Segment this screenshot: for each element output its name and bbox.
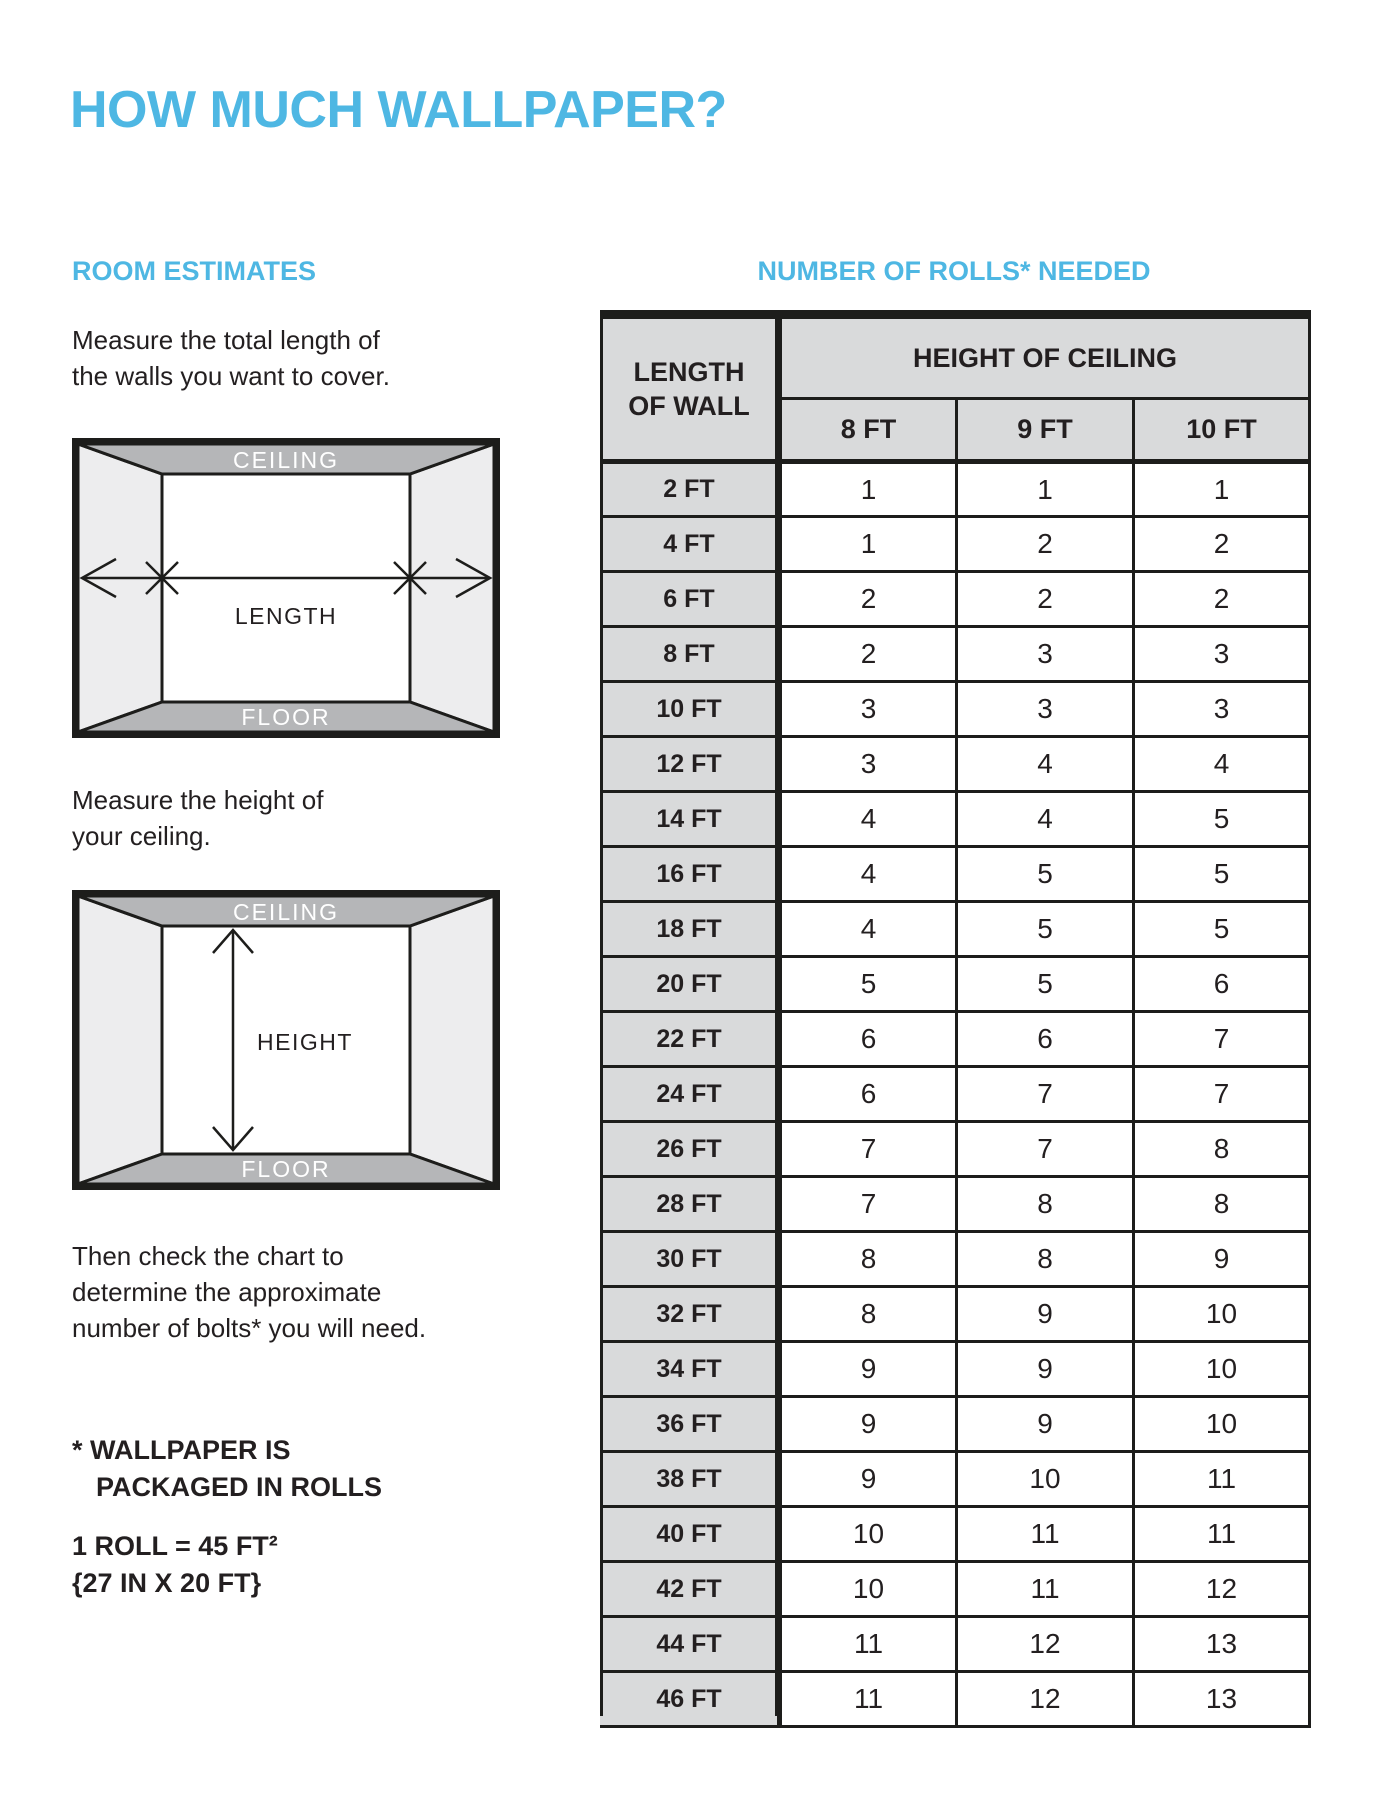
table-row [602,957,1310,1012]
cell-9ft: 5 [957,847,1134,902]
cell-9ft: 5 [957,957,1134,1012]
cell-8ft: 10 [779,1562,957,1617]
cell-9ft: 11 [957,1507,1134,1562]
cell-10ft: 11 [1134,1507,1310,1562]
cell-10ft: 6 [1134,957,1310,1012]
row-label: 40 FT [602,1507,779,1562]
roll-dimensions-line: {27 IN X 20 FT} [72,1568,262,1598]
cell-9ft: 9 [957,1342,1134,1397]
row-label: 4 FT [602,517,779,572]
table-row [602,792,1310,847]
cell-10ft: 12 [1134,1562,1310,1617]
table-row [602,1067,1310,1122]
header-line: LENGTH [633,357,745,387]
length-of-wall-header [602,315,779,462]
cell-10ft: 5 [1134,792,1310,847]
cell-8ft: 1 [779,462,957,517]
table-row [602,1012,1310,1067]
row-label: 32 FT [602,1287,779,1342]
cell-9ft: 8 [957,1177,1134,1232]
cell-9ft: 9 [957,1287,1134,1342]
col-header-8ft: 8 FT [779,399,957,462]
right-wall [410,896,494,1184]
table-row [602,462,1310,517]
ceiling-label: CEILING [232,899,340,925]
cell-10ft: 11 [1134,1452,1310,1507]
cell-8ft: 10 [779,1507,957,1562]
text-line: Measure the height of [72,785,324,815]
cell-10ft: 7 [1134,1067,1310,1122]
cell-8ft: 6 [779,1012,957,1067]
cell-10ft: 2 [1134,572,1310,627]
row-label: 42 FT [602,1562,779,1617]
row-label: 44 FT [602,1617,779,1672]
cell-8ft: 7 [779,1122,957,1177]
cell-9ft: 3 [957,627,1134,682]
cell-8ft: 8 [779,1232,957,1287]
table-row [602,1507,1310,1562]
row-label: 46 FT [602,1672,779,1727]
text-line: determine the approximate [72,1277,382,1307]
col-header-10ft: 10 FT [1134,399,1310,462]
row-label: 10 FT [602,682,779,737]
header-line: OF WALL [628,391,750,421]
table-row [602,572,1310,627]
col-header-9ft: 9 FT [957,399,1134,462]
cell-9ft: 7 [957,1122,1134,1177]
cell-10ft: 13 [1134,1672,1310,1727]
row-label: 24 FT [602,1067,779,1122]
row-label: 26 FT [602,1122,779,1177]
row-label: 6 FT [602,572,779,627]
cell-9ft: 2 [957,572,1134,627]
cell-8ft: 1 [779,517,957,572]
height-of-ceiling-header: HEIGHT OF CEILING [779,315,1310,399]
cell-10ft: 3 [1134,682,1310,737]
cell-10ft: 7 [1134,1012,1310,1067]
table-header-row [602,315,1310,399]
text-line: Measure the total length of [72,325,380,355]
left-wall [78,896,162,1184]
wallpaper-rolls-footnote [72,1432,382,1506]
cell-8ft: 4 [779,902,957,957]
cell-9ft: 1 [957,462,1134,517]
table-footer-tab [600,1716,777,1725]
cell-10ft: 10 [1134,1342,1310,1397]
cell-9ft: 11 [957,1562,1134,1617]
cell-10ft: 3 [1134,627,1310,682]
row-label: 8 FT [602,627,779,682]
roll-size-line: 1 ROLL = 45 FT² [72,1531,278,1561]
right-wall [410,444,494,732]
check-chart-text [72,1238,426,1346]
cell-8ft: 9 [779,1397,957,1452]
cell-10ft: 2 [1134,517,1310,572]
left-wall [78,444,162,732]
row-label: 18 FT [602,902,779,957]
floor-label: FLOOR [241,704,331,730]
cell-9ft: 6 [957,1012,1134,1067]
table-row [602,1122,1310,1177]
row-label: 22 FT [602,1012,779,1067]
row-label: 2 FT [602,462,779,517]
cell-8ft: 5 [779,957,957,1012]
length-room-diagram [72,438,500,738]
table-row [602,1342,1310,1397]
row-label: 14 FT [602,792,779,847]
cell-10ft: 1 [1134,462,1310,517]
measure-length-text [72,322,390,394]
height-room-diagram [72,890,500,1190]
text-line: your ceiling. [72,821,211,851]
cell-9ft: 12 [957,1617,1134,1672]
roll-size-info [72,1528,278,1602]
cell-8ft: 3 [779,682,957,737]
cell-8ft: 9 [779,1342,957,1397]
rolls-needed-heading: NUMBER OF ROLLS* NEEDED [757,256,1151,286]
cell-8ft: 7 [779,1177,957,1232]
cell-8ft: 8 [779,1287,957,1342]
cell-10ft: 13 [1134,1617,1310,1672]
text-line: the walls you want to cover. [72,361,390,391]
table-row [602,847,1310,902]
table-row [602,1177,1310,1232]
table-row [602,682,1310,737]
cell-8ft: 3 [779,737,957,792]
cell-8ft: 2 [779,627,957,682]
page-title: HOW MUCH WALLPAPER? [70,81,727,139]
cell-10ft: 10 [1134,1397,1310,1452]
table-row [602,1287,1310,1342]
row-label: 38 FT [602,1452,779,1507]
length-label: LENGTH [234,603,338,629]
table-row [602,1617,1310,1672]
table-row [602,1232,1310,1287]
text-line: number of bolts* you will need. [72,1313,427,1343]
cell-9ft: 10 [957,1452,1134,1507]
table-row [602,1562,1310,1617]
cell-8ft: 11 [779,1617,957,1672]
footnote-line: * WALLPAPER IS [72,1435,291,1465]
table-row [602,737,1310,792]
cell-9ft: 4 [957,792,1134,847]
table-row [602,517,1310,572]
cell-10ft: 8 [1134,1122,1310,1177]
text-line: Then check the chart to [72,1241,344,1271]
row-label: 30 FT [602,1232,779,1287]
cell-8ft: 2 [779,572,957,627]
cell-8ft: 11 [779,1672,957,1727]
cell-8ft: 4 [779,792,957,847]
table-row [602,1397,1310,1452]
room-estimates-heading: ROOM ESTIMATES [72,256,317,286]
table-row [602,627,1310,682]
row-label: 34 FT [602,1342,779,1397]
cell-9ft: 2 [957,517,1134,572]
rolls-table [600,310,1311,1728]
row-label: 28 FT [602,1177,779,1232]
cell-9ft: 5 [957,902,1134,957]
cell-8ft: 4 [779,847,957,902]
cell-9ft: 4 [957,737,1134,792]
row-label: 16 FT [602,847,779,902]
table-body [602,462,1310,1727]
table-row [602,1452,1310,1507]
cell-9ft: 8 [957,1232,1134,1287]
measure-height-text [72,782,324,854]
cell-9ft: 9 [957,1397,1134,1452]
cell-10ft: 5 [1134,902,1310,957]
cell-8ft: 9 [779,1452,957,1507]
row-label: 36 FT [602,1397,779,1452]
row-label: 12 FT [602,737,779,792]
floor-label: FLOOR [241,1156,331,1182]
cell-9ft: 3 [957,682,1134,737]
cell-10ft: 9 [1134,1232,1310,1287]
footnote-line: PACKAGED IN ROLLS [96,1472,383,1502]
back-wall [162,474,410,702]
cell-8ft: 6 [779,1067,957,1122]
cell-9ft: 7 [957,1067,1134,1122]
row-label: 20 FT [602,957,779,1012]
cell-10ft: 10 [1134,1287,1310,1342]
cell-9ft: 12 [957,1672,1134,1727]
cell-10ft: 4 [1134,737,1310,792]
height-label: HEIGHT [257,1029,353,1055]
table-row [602,902,1310,957]
cell-10ft: 5 [1134,847,1310,902]
cell-10ft: 8 [1134,1177,1310,1232]
ceiling-label: CEILING [232,447,340,473]
